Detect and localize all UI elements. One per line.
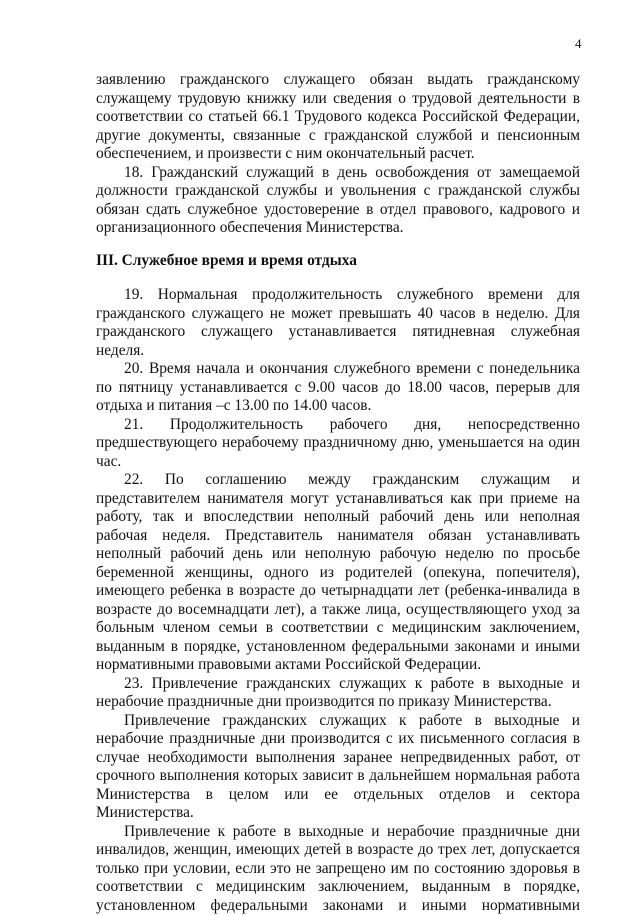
paragraph-21: 21. Продолжительность рабочего дня, непосредственно предшествующего нерабочему праздничному дню, уменьшается на один час. [96, 416, 580, 472]
paragraph-20: 20. Время начала и окончания служебного времени с понедельника по пятницу устанавливается с 9.00 часов до 18.00 часов, перерыв для отдыха и питания –с 13.00 по 14.00 часов. [96, 360, 580, 416]
paragraph-23: 23. Привлечение гражданских служащих к работе в выходные и нерабочие праздничные дни производится по приказу Министерства. [96, 675, 580, 712]
page-number: 4 [575, 36, 582, 52]
continuation-paragraph: заявлению гражданского служащего обязан выдать гражданскому служащему трудовую книжку или сведения о трудовой деятельности в соответствии со статьей 66.1 Трудового кодекса Российской Федерации, другие документы, связанные с гражданской службой и пенсионным обеспечением, и произвести с ним окончательный расчет. [96, 71, 580, 164]
document-body [96, 71, 580, 915]
paragraph-22: 22. По соглашению между гражданским служащим и представителем нанимателя могут устанавливаться как при приеме на работу, так и впоследствии неполный рабочий день или неполная рабочая неделя. Представитель нанимателя обязан устанавливать неполный рабочий день или неполную рабочую неделю по просьбе беременной женщины, одного из родителей (опекуна, попечителя), имеющего ребенка в возрасте до четырнадцати лет (ребенка-инвалида в возрасте до восемнадцати лет), а также лица, осуществляющего уход за больным членом семьи в соответствии с медицинским заключением, выданным в порядке, установленном федеральными законами и иными нормативными правовыми актами Российской Федерации. [96, 471, 580, 675]
paragraph-23-c: Привлечение к работе в выходные и нерабочие праздничные дни инвалидов, женщин, имеющих детей в возрасте до трех лет, допускается только при условии, если это не запрещено им по состоянию здоровья в соответствии с медицинским заключением, выданным в порядке, установленном федеральными законами и иными нормативными [96, 823, 580, 915]
section-heading: III. Служебное время и время отдыха [96, 252, 580, 271]
paragraph-18: 18. Гражданский служащий в день освобождения от замещаемой должности гражданской службы и увольнения с гражданской службы обязан сдать служебное удостоверение в отдел правового, кадрового и организационного обеспечения Министерства. [96, 164, 580, 238]
paragraph-19: 19. Нормальная продолжительность служебного времени для гражданского служащего не может превышать 40 часов в неделю. Для гражданского служащего устанавливается пятидневная служебная неделя. [96, 286, 580, 360]
paragraph-23-b: Привлечение гражданских служащих к работе в выходные и нерабочие праздничные дни производится с их письменного согласия в случае необходимости выполнения заранее непредвиденных работ, от срочного выполнения которых зависит в дальнейшем нормальная работа Министерства в целом или ее отдельных отделов и сектора Министерства. [96, 712, 580, 823]
